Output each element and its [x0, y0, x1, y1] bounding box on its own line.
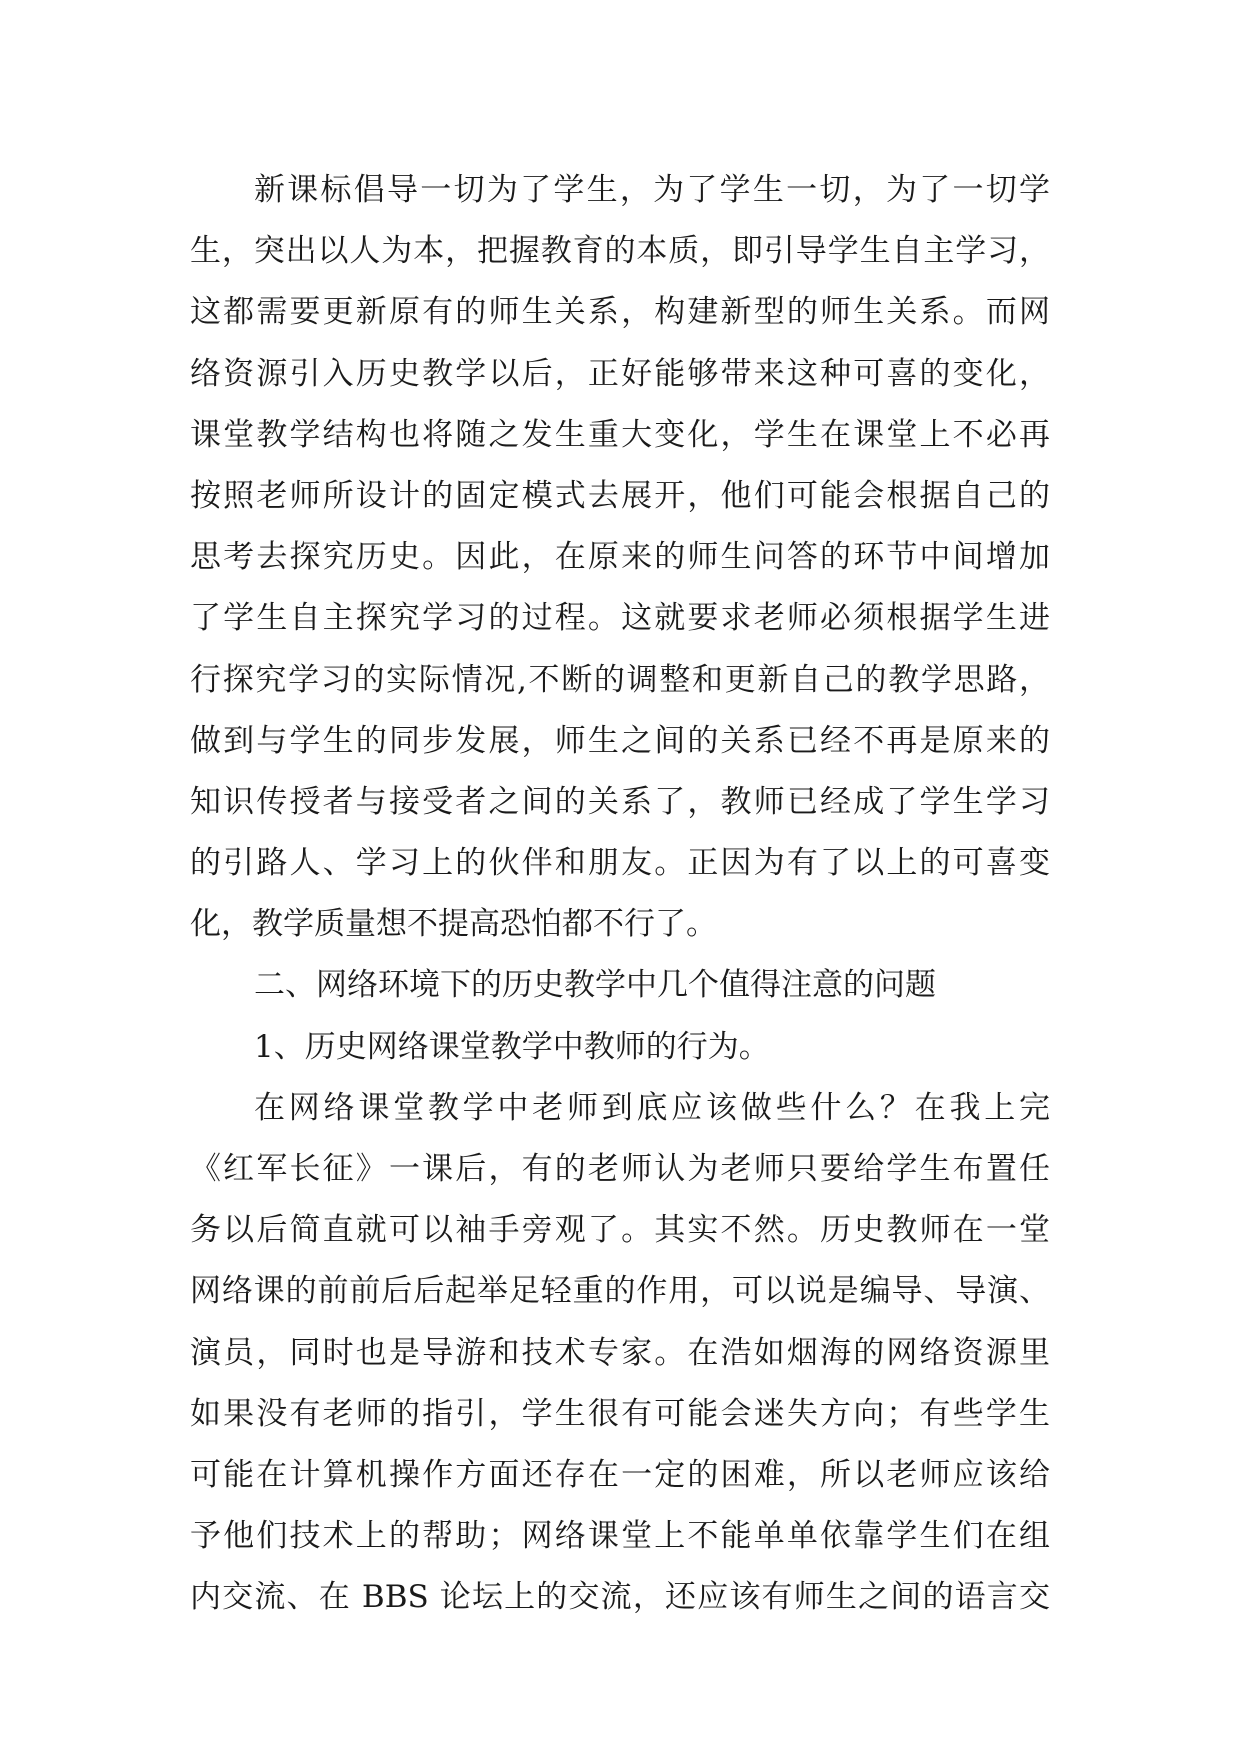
text-line: 可能在计算机操作方面还存在一定的困难，所以老师应该给 — [190, 1456, 1050, 1493]
text-line: 务以后简直就可以袖手旁观了。其实不然。历史教师在一堂 — [190, 1212, 1050, 1249]
text-line: 这都需要更新原有的师生关系，构建新型的师生关系。而网 — [190, 294, 1050, 331]
subsection-heading: 1、历史网络课堂教学中教师的行为。 — [254, 1028, 770, 1065]
text-line: 新课标倡导一切为了学生，为了学生一切，为了一切学 — [254, 172, 1050, 208]
paragraph-1 — [190, 160, 1050, 955]
text-line: 络资源引入历史教学以后，正好能够带来这种可喜的变化， — [190, 355, 1050, 392]
text-line: 在网络课堂教学中老师到底应该做些什么？在我上完 — [254, 1089, 1050, 1126]
text-line: 行探究学习的实际情况,不断的调整和更新自己的教学思路， — [190, 661, 1050, 698]
text-line: 知识传授者与接受者之间的关系了，教师已经成了学生学习 — [190, 783, 1050, 820]
text-line: 生，突出以人为本，把握教育的本质，即引导学生自主学习， — [190, 233, 1050, 270]
text-line: 《红军长征》一课后，有的老师认为老师只要给学生布置任 — [190, 1151, 1050, 1187]
text-line: 思考去探究历史。因此，在原来的师生问答的环节中间增加 — [190, 539, 1050, 576]
text-line: 化，教学质量想不提高恐怕都不行了。 — [190, 906, 717, 943]
document-body — [190, 160, 1050, 1629]
text-line: 按照老师所设计的固定模式去展开，他们可能会根据自己的 — [190, 477, 1050, 514]
text-line: 网络课的前前后后起举足轻重的作用，可以说是编导、导演、 — [190, 1273, 1050, 1310]
text-line: 的引路人、学习上的伙伴和朋友。正因为有了以上的可喜变 — [190, 845, 1050, 882]
text-line: 演员，同时也是导游和技术专家。在浩如烟海的网络资源里 — [190, 1334, 1050, 1371]
text-line: 予他们技术上的帮助；网络课堂上不能单单依靠学生们在组 — [190, 1518, 1050, 1555]
paragraph-2 — [190, 1078, 1050, 1629]
text-line: 课堂教学结构也将随之发生重大变化，学生在课堂上不必再 — [190, 416, 1050, 453]
text-line: 了学生自主探究学习的过程。这就要求老师必须根据学生进 — [190, 600, 1050, 637]
text-line: 做到与学生的同步发展，师生之间的关系已经不再是原来的 — [190, 722, 1050, 759]
text-line: 内交流、在 BBS 论坛上的交流，还应该有师生之间的语言交 — [190, 1579, 1050, 1616]
text-line: 如果没有老师的指引，学生很有可能会迷失方向；有些学生 — [190, 1395, 1050, 1432]
section-heading: 二、网络环境下的历史教学中几个值得注意的问题 — [254, 967, 936, 1004]
